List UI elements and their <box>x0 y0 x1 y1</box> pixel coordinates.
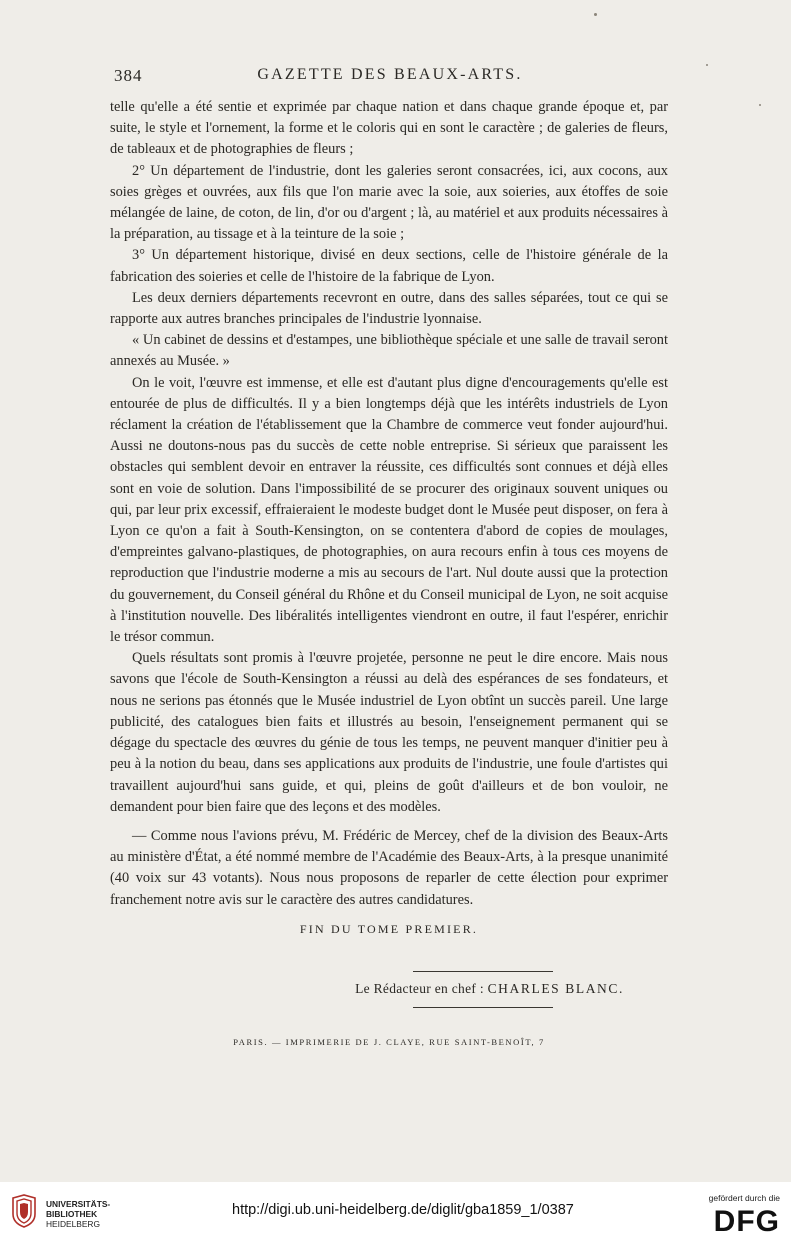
library-name-line3: HEIDELBERG <box>46 1219 100 1229</box>
fleck-2 <box>706 64 708 66</box>
page-header <box>112 66 668 86</box>
paragraph-7: Quels résultats sont promis à l'œuvre projetée, personne ne peut le dire encore. Mais nous savons que l'école de South-Kensington a réussi au delà des espérances de ses fondateurs, et nous ne serions pas étonnés que le Musée industriel de Lyon obtînt un succès pareil. Une large publicité, des catalogues bien faits et illustrés au besoin, l'enseignement permanent qui se dégage du spectacle des œuvres du génie de tous les temps, ne peuvent manquer d'initier peu à peu à la notion du beau, dans ses applications aux produits de l'industrie, une foule d'artistes qui travaillent aujourd'hui sans guide, et qui, pleins de goût d'ailleurs et de bon vouloir, ne demandent pour bien faire que des leçons et des modèles. <box>110 650 668 815</box>
permalink-url[interactable]: http://digi.ub.uni-heidelberg.de/diglit/gba1859_1/0387 <box>232 1202 574 1218</box>
page-number: 384 <box>114 66 143 85</box>
paragraph-8: — Comme nous l'avions prévu, M. Frédéric de Mercey, chef de la division des Beaux-Arts au ministère d'État, a été nommé membre de l'Académie des Beaux-Arts, à la presque unanimité (40 voix sur 43 votants). Nous nous proposons de reparler de cette élection pour exprimer franchement notre avis sur le caractère des autres candidatures. <box>110 827 668 908</box>
divider-bottom <box>413 1007 553 1008</box>
library-name-line1: UNIVERSITÄTS- <box>46 1199 111 1209</box>
paragraph-4: Les deux derniers départements recevront en outre, dans des salles séparées, tout ce qui se rapporte aux autres branches principales de l'industrie lyonnaise. <box>110 289 668 328</box>
article-body <box>110 97 668 911</box>
dfg-logo: DFG <box>713 1205 780 1238</box>
library-name <box>46 1199 110 1229</box>
library-logo-inner <box>20 1203 28 1219</box>
fleck-1 <box>594 13 597 16</box>
paragraph-1: telle qu'elle a été sentie et exprimée par chaque nation et dans chaque grande époque et, par suite, le style et l'ornement, la forme et le coloris qui en sont le caractère ; de galeries de fleurs, de tableaux et de photographies de fleurs ; <box>110 99 668 158</box>
paragraph-2: 2° Un département de l'industrie, dont les galeries seront consacrées, ici, aux cocons, aux soies grèges et ouvrées, aux fils que l'on marie avec la soie, aux soieries, aux étoffes de soie mélangée de laine, de coton, de lin, d'or ou d'argent ; là, au matériel et aux produits nécessaires à la préparation, au tissage et à la teinture de la soie ; <box>110 162 668 243</box>
signature-prefix: Le Rédacteur en chef : <box>355 981 484 996</box>
printer-imprint: PARIS. — IMPRIMERIE DE J. CLAYE, RUE SAINT-BENOÎT, 7 <box>233 1037 545 1047</box>
funding-caption: gefördert durch die <box>708 1193 780 1203</box>
paragraph-6: On le voit, l'œuvre est immense, et elle est d'autant plus digne d'encouragements qu'elle est entourée de plus de difficultés. Il y a bien longtemps déjà que les intérêts industriels de Lyon réclament la création de l'établissement que la Chambre de commerce veut fonder aujourd'hui. Aussi ne doutons-nous pas du succès de cette noble entreprise. Si sérieux que paraissent les obstacles qui semblent devoir en entraver la réussite, ces difficultés sont connues et déjà elles sont en voie de solution. Dans l'impossibilité de se procurer des originaux souvent uniques ou qui, par leur prix excessif, effraieraient le modeste budget dont le Musée peut disposer, on fera à Lyon ce qu'on a fait à South-Kensington, on se contentera d'abord de copies de moulages, d'empreintes galvano-plastiques, de photographies, on aura recours enfin à tous ces moyens de reproduction que l'industrie moderne a mis au secours de l'art. Nul doute aussi que la protection du gouvernement, du Conseil général du Rhône et du Conseil municipal de Lyon, ne soit acquise à l'institution nouvelle. Des libéralités intelligentes viendront en outre, il faut l'espérer, enrichir le trésor commun. <box>110 374 668 646</box>
divider-top <box>413 971 553 972</box>
paragraph-3: 3° Un département historique, divisé en deux sections, celle de l'histoire générale de la fabrication des soieries et celle de l'histoire de la fabrique de Lyon. <box>110 247 668 285</box>
paragraph-5: « Un cabinet de dessins et d'estampes, une bibliothèque spéciale et une salle de travail seront annexés au Musée. » <box>110 332 668 370</box>
editor-signature <box>300 981 624 997</box>
running-title: GAZETTE DES BEAUX-ARTS. <box>257 66 523 83</box>
library-name-line2: BIBLIOTHEK <box>46 1209 98 1219</box>
end-of-volume: FIN DU TOME PREMIER. <box>299 922 479 936</box>
library-logo-icon <box>11 1194 37 1228</box>
signature-name: CHARLES BLANC. <box>487 981 624 996</box>
fleck-3 <box>759 104 761 106</box>
